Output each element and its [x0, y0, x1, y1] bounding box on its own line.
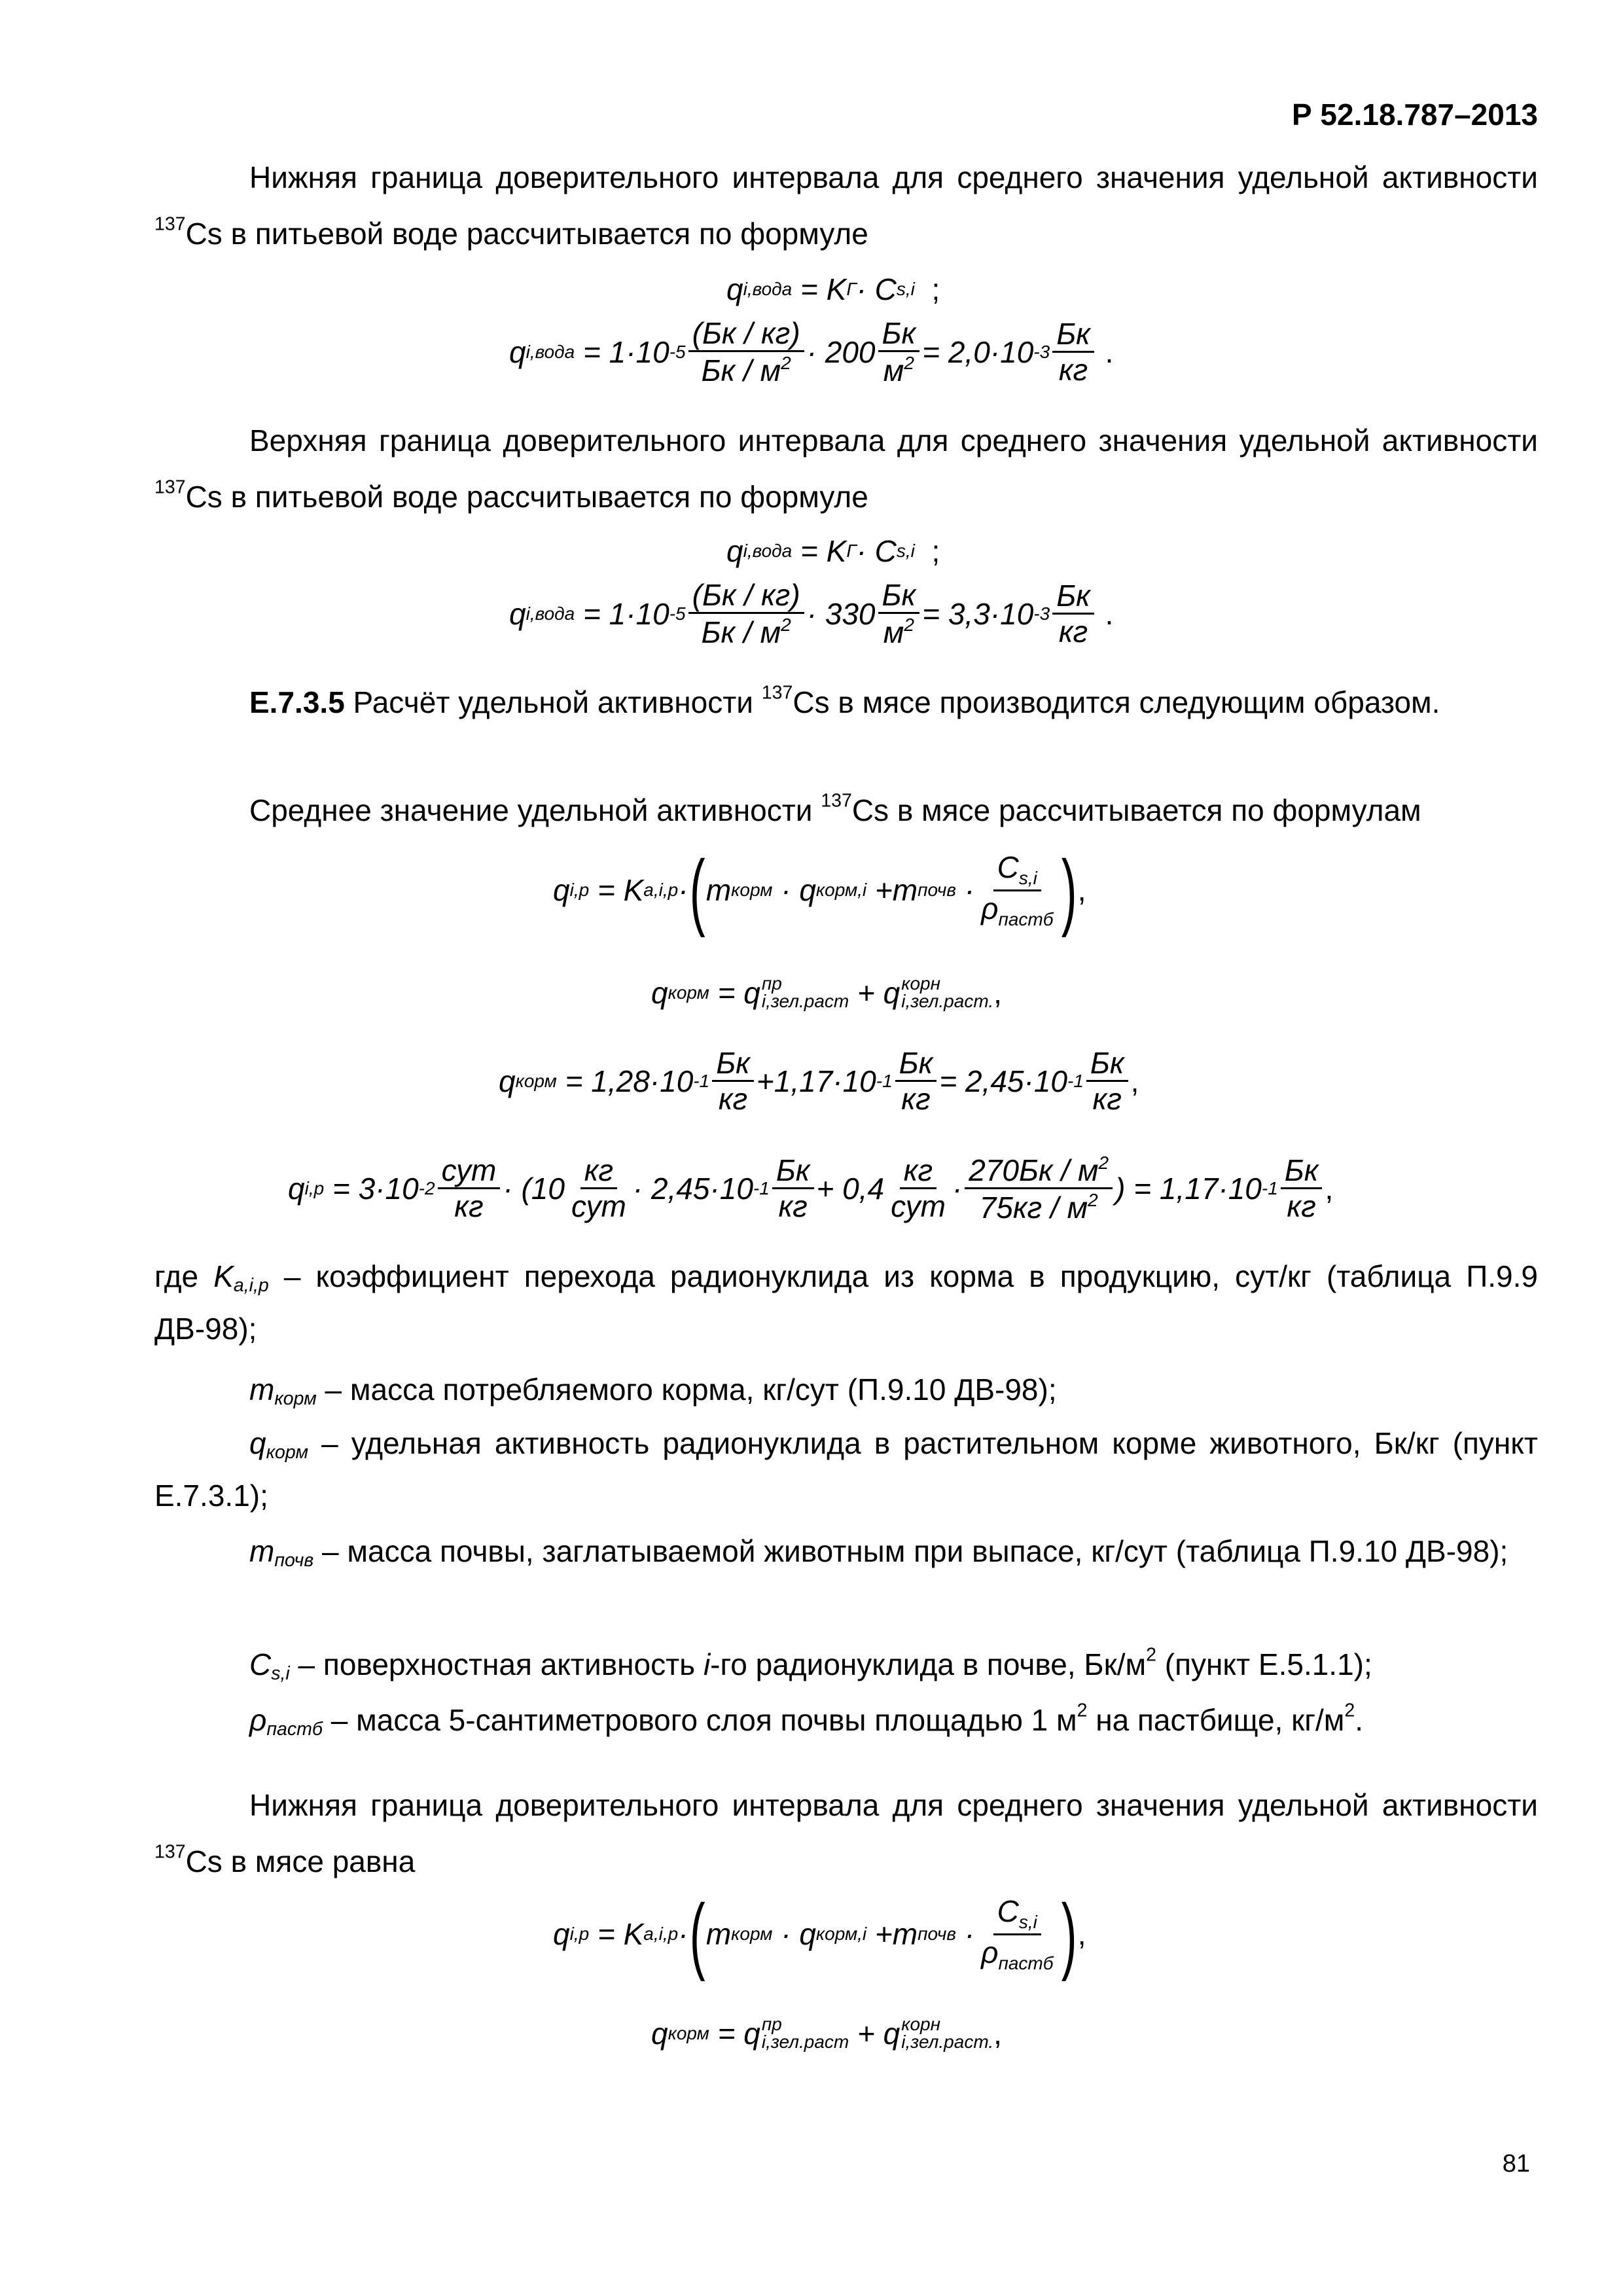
paragraph-upper-bound-water: Верхняя граница доверительного интервала для среднего значения удельной активности $^{137}$Cs в питьевой воде рассчитывается по формуле: [154, 423, 1538, 514]
document-code: Р 52.18.787–2013: [1291, 98, 1538, 132]
definition-k-coefficient: где $K_{a,i,p}$ – коэффициент перехода радионуклида из корма в продукцию, сут/кг (таблица П.9.9 ДВ-98);: [154, 1259, 1538, 1346]
paragraph-section-e735: Е.7.3.5 Расчёт удельной активности $^{137}$Cs в мясе производится следующим образом.: [249, 682, 1440, 719]
definition-m-soil: $m_{почв}$ – масса почвы, заглатываемой животным при выпасе, кг/сут (таблица П.9.10 ДВ-98);: [249, 1534, 1508, 1571]
formula-feed-activity-1: q корм = q пр i,зел.раст + q корн i,зел.раст. ,: [651, 973, 1002, 1011]
definition-q-feed: $q_{корм}$ – удельная активность радионуклида в растительном корме животного, Бк/кг (пункт Е.7.3.1);: [154, 1426, 1538, 1513]
paragraph-meat-mean: Среднее значение удельной активности $^{137}$Cs в мясе рассчитывается по формулам: [249, 790, 1421, 827]
page-number: 81: [1502, 2150, 1530, 2178]
formula-meat-activity-2: q i,p = K a,i,p · ( m корм · q корм,i +m почв · $\frac{C_{s,i}}{\rho_{пастб}}$ ) ,: [553, 1886, 1086, 1982]
formula-water-def-2: q i,вода = K Г · C s,i ;: [726, 534, 940, 568]
definition-m-feed: $m_{корм}$ – масса потребляемого корма, кг/сут (П.9.10 ДВ-98);: [249, 1372, 1057, 1410]
formula-feed-calc: q корм = 1,28·10 -1 $\frac{Бк}{кг}$ +1,17·10 -1 $\frac{Бк}{кг}$ = 2,45·10 -1 $\frac{Бк}{кг}$ ,: [499, 1046, 1139, 1117]
formula-feed-activity-2: q корм = q пр i,зел.раст + q корн i,зел.раст. ,: [651, 2014, 1002, 2052]
formula-meat-calc: q i,p = 3·10 -2 $\frac{\text{сут}}{кг}$ · (10 $\frac{кг}{\text{сут}}$ · 2,45·10 -1 $\frac{Бк}{кг}$ + 0,4 $\frac{кг}{\text{сут}}$ · $\frac{270Бк / м^2}{75кг / м^2}$ ) = 1,17·10 -1 $\frac{Бк}{кг}$ ,: [288, 1153, 1334, 1225]
formula-water-def-1: q i,вода = K Г · C s,i ;: [726, 272, 940, 306]
formula-water-upper-calc: q i,вода = 1·10 -5 $\frac{(Бк / кг)}{Бк / м^2}$ · 330 $\frac{Бк}{м^2}$ = 3,3·10 -3 $\frac{Бк}{кг}$ .: [509, 578, 1114, 650]
formula-water-lower-calc: q i,вода = 1·10 -5 $\frac{(Бк / кг)}{Бк / м^2}$ · 200 $\frac{Бк}{м^2}$ = 2,0·10 -3 $\frac{Бк}{кг}$ .: [509, 316, 1114, 388]
definition-rho-pasture: $\rho_{пастб}$ – масса 5-сантиметрового слоя почвы площадью 1 $м^2$ на пастбище, $кг/м^2$.: [249, 1700, 1364, 1740]
paragraph-lower-bound-water: Нижняя граница доверительного интервала для среднего значения удельной активности $^{137}$Cs в питьевой воде рассчитывается по формуле: [154, 160, 1538, 251]
paragraph-lower-bound-meat: Нижняя граница доверительного интервала для среднего значения удельной активности $^{137}$Cs в мясе равна: [154, 1788, 1538, 1878]
formula-meat-activity-1: q i,p = K a,i,p · ( m корм · q корм,i +m почв · $\frac{C_{s,i}}{\rho_{пастб}}$ ) ,: [553, 842, 1086, 938]
definition-c-surface: $C_{s,i}$ – поверхностная активность i-го радионуклида в почве, $Бк/м^2$ (пункт Е.5.1.1);: [249, 1644, 1372, 1685]
